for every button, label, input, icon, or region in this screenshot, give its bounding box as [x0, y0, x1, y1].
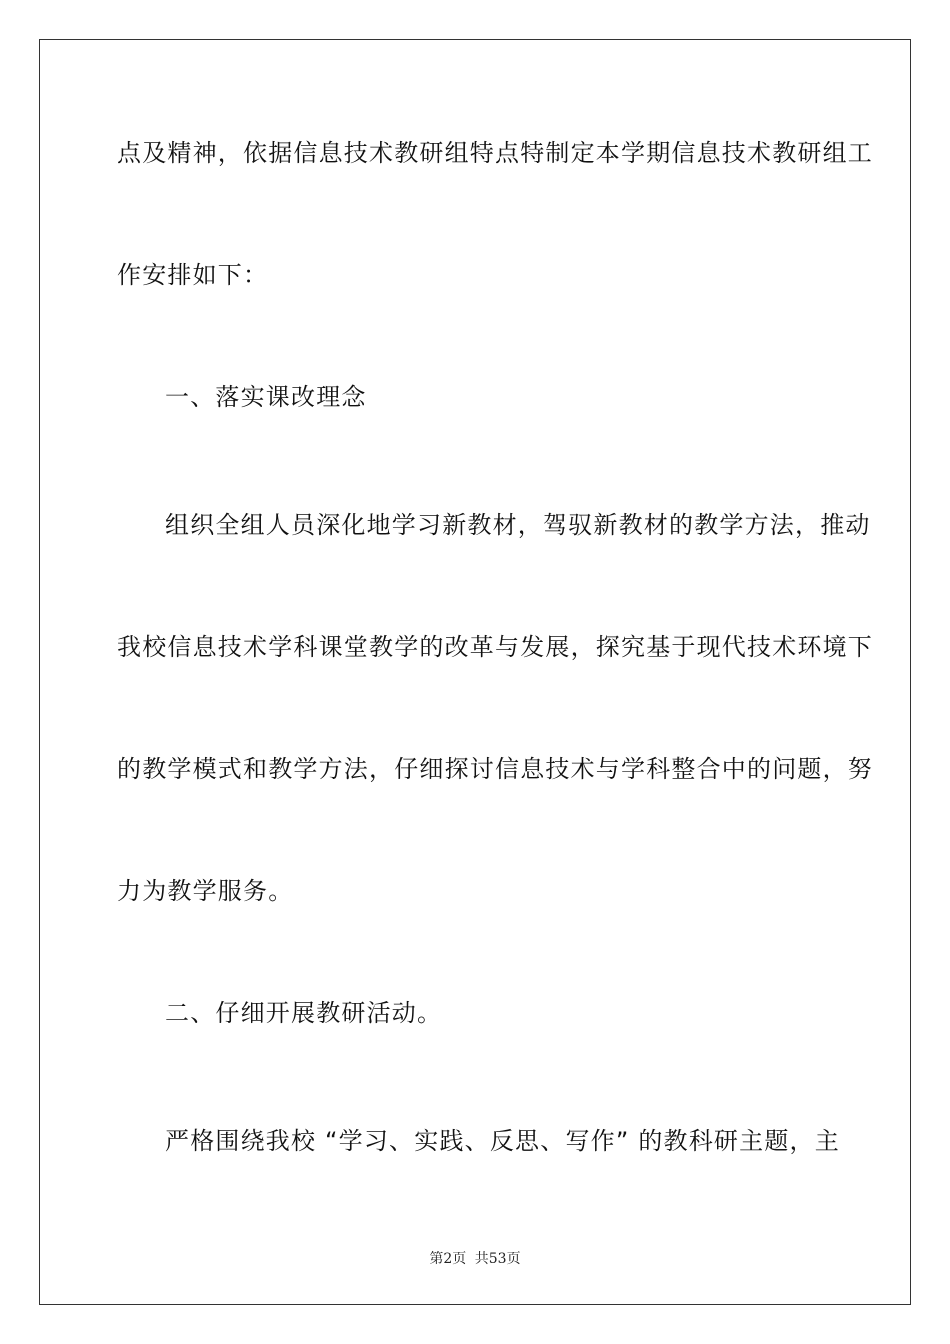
page-footer — [0, 1248, 950, 1268]
page-number: 第2页 — [429, 1251, 467, 1267]
text-line-7: 严格围绕我校 “学习、实践、反思、写作” 的教科研主题，主 — [165, 1127, 840, 1155]
text-line-5: 的教学模式和教学方法，仔细探讨信息技术与学科整合中的问题，努 — [117, 755, 873, 783]
page-border — [39, 39, 911, 1305]
section-heading-1: 一、落实课改理念 — [165, 383, 367, 411]
text-line-3: 组织全组人员深化地学习新教材，驾驭新教材的教学方法，推动 — [165, 511, 871, 539]
section-heading-2: 二、仔细开展教研活动。 — [165, 999, 443, 1027]
page-total: 共53页 — [474, 1251, 521, 1267]
text-line-4: 我校信息技术学科课堂教学的改革与发展，探究基于现代技术环境下 — [117, 633, 873, 661]
text-line-2: 作安排如下： — [117, 261, 269, 289]
text-line-1: 点及精神，依据信息技术教研组特点特制定本学期信息技术教研组工 — [117, 139, 873, 167]
text-line-6: 力为教学服务。 — [117, 877, 294, 905]
